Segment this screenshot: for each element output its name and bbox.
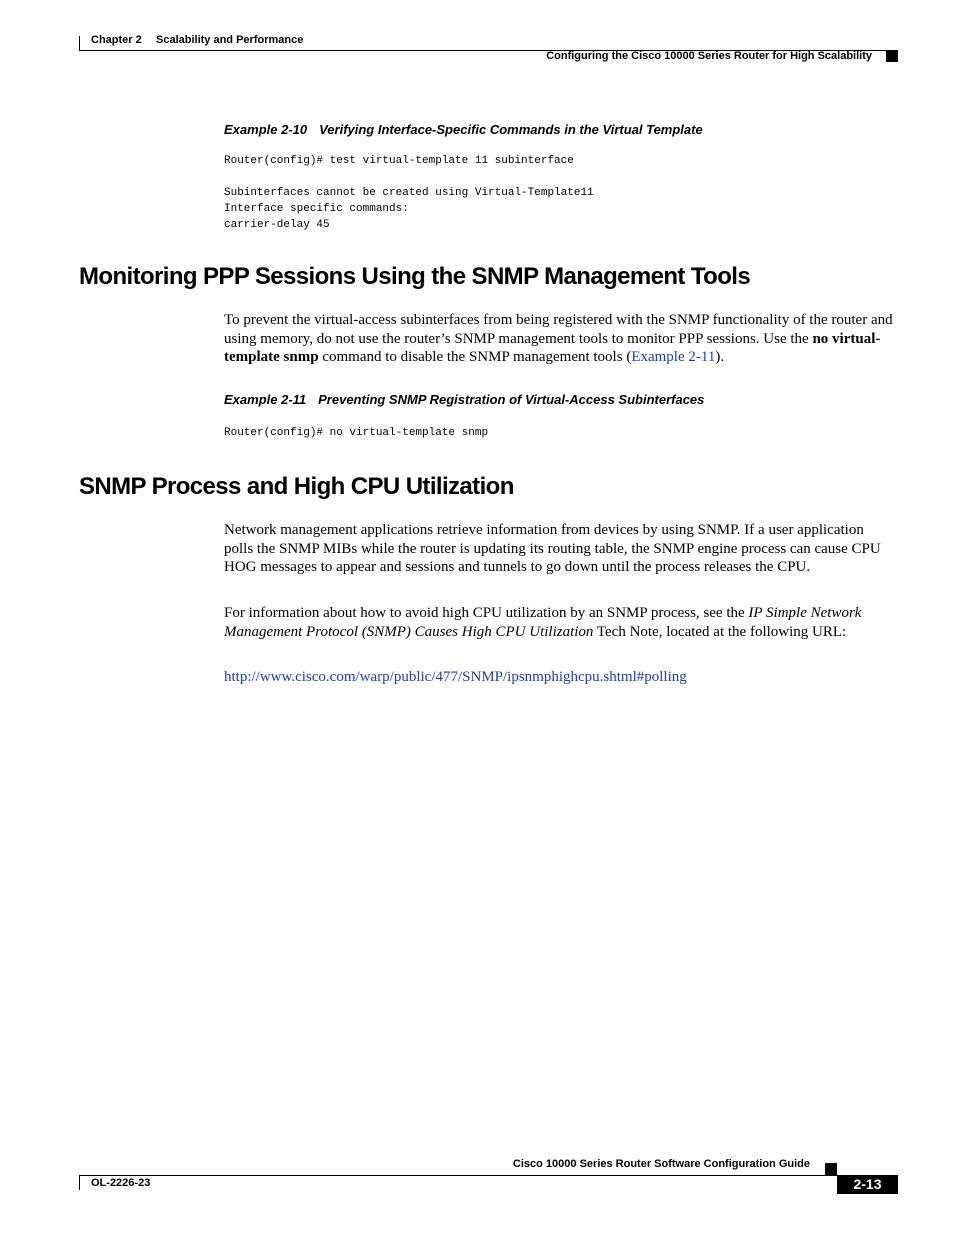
- monitoring-paragraph: [224, 311, 896, 367]
- monitoring-para-text-3: ).: [715, 349, 725, 365]
- snmp-cpu-paragraph-2: [224, 604, 896, 641]
- section-heading-snmp-cpu: SNMP Process and High CPU Utilization: [79, 473, 514, 500]
- monitoring-para-command: no virtual-template snmp: [224, 330, 881, 365]
- header-chapter-title: Scalability and Performance: [156, 34, 304, 46]
- example-2-11-link[interactable]: Example 2-11: [631, 349, 716, 365]
- snmp-cpu-para2-text-2: Tech Note, located at the following URL:: [593, 623, 847, 640]
- monitoring-para-text-2: command to disable the SNMP management tools (: [318, 349, 632, 365]
- header-section-title: Configuring the Cisco 10000 Series Router for High Scalability: [546, 50, 872, 62]
- example-2-10-caption: [224, 122, 703, 137]
- footer-left-tick: [79, 1175, 80, 1190]
- example-2-11-title: Preventing SNMP Registration of Virtual-Access Subinterfaces: [318, 392, 705, 407]
- example-2-10-code: Router(config)# test virtual-template 11 subinterface Subinterfaces cannot be created using Virtual-Template11 Interface specific commands: carrier-delay 45: [224, 155, 594, 231]
- monitoring-para-text-1: To prevent the virtual-access subinterfaces from being registered with the SNMP functionality of the router and using memory, do not use the router’s SNMP management tools to monitor PPP sessions. Use the: [224, 312, 893, 347]
- example-2-11-code: Router(config)# no virtual-template snmp: [224, 427, 489, 439]
- tech-note-title: IP Simple Network Management Protocol (SNMP) Causes High CPU Utilization: [224, 605, 862, 640]
- header-chapter-label: Chapter 2: [91, 34, 142, 46]
- footer-doc-id: OL-2226-23: [91, 1177, 151, 1189]
- page-number: 2-13: [837, 1175, 898, 1194]
- section-heading-monitoring-ppp: Monitoring PPP Sessions Using the SNMP Management Tools: [79, 263, 751, 290]
- example-2-10-number: Example 2-10: [224, 122, 308, 137]
- tech-note-url-link[interactable]: http://www.cisco.com/warp/public/477/SNMP/ipsnmphighcpu.shtml#polling: [224, 669, 687, 685]
- snmp-cpu-paragraph-1: Network management applications retrieve information from devices by using SNMP. If a user application polls the SNMP MIBs while the router is updating its routing table, the SNMP engine process can cause CPU HOG messages to appear and sessions and tunnels to go down until the process releases the CPU.: [224, 522, 881, 575]
- header-marker-block: [886, 51, 898, 62]
- header-left-tick: [79, 36, 80, 51]
- example-2-11-caption: [224, 392, 704, 407]
- snmp-cpu-para2-text-1: For information about how to avoid high CPU utilization by an SNMP process, see the: [224, 605, 749, 621]
- example-2-10-title: Verifying Interface-Specific Commands in the Virtual Template: [319, 122, 703, 137]
- footer-marker-block: [825, 1163, 837, 1175]
- footer-guide-title: Cisco 10000 Series Router Software Configuration Guide: [512, 1158, 810, 1170]
- example-2-11-number: Example 2-11: [224, 392, 307, 407]
- footer-rule: [79, 1175, 898, 1176]
